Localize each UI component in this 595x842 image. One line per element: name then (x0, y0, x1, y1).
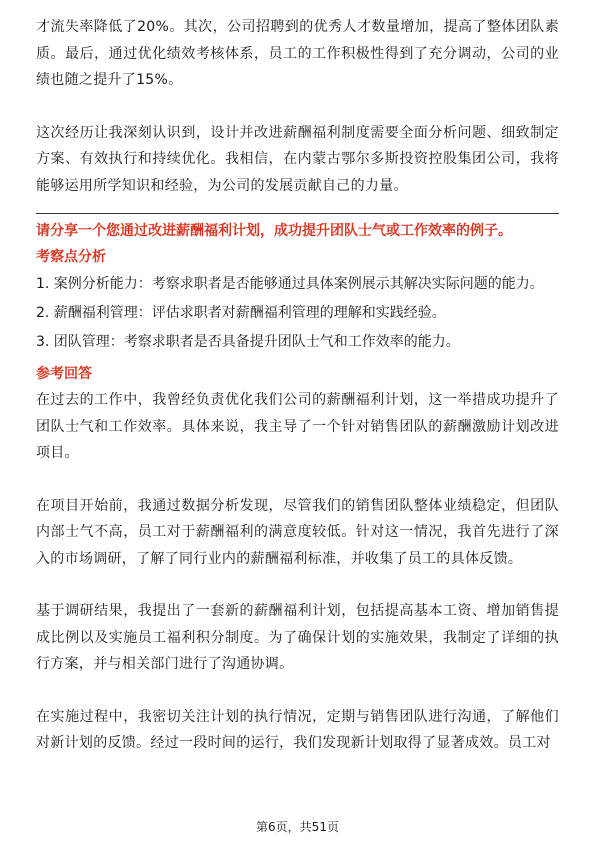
paragraph-gap (36, 678, 559, 704)
analysis-title: 考察点分析 (36, 249, 106, 265)
answer-paragraph-3: 基于调研结果，我提出了一套新的薪酬福利计划，包括提高基本工资、增加销售提成比例以及实施员工福利积分制度。为了确保计划的实施效果，我制定了详细的执行方案，并与相关部门进行了沟通协调。 (36, 603, 559, 672)
paragraph-gap (36, 94, 559, 120)
paragraph-gap (36, 467, 559, 493)
question-heading: 请分享一个您通过改进薪酬福利计划，成功提升团队士气或工作效率的例子。 (36, 223, 512, 239)
intro-paragraph-2: 这次经历让我深刻认识到，设计并改进薪酬福利制度需要全面分析问题、细致制定方案、有效执行和持续优化。我相信，在内蒙古鄂尔多斯投资控股集团公司，我将能够运用所学知识和经验，为公司的发展贡献自己的力量。 (36, 124, 559, 194)
paragraph-gap (36, 572, 559, 598)
answer-paragraph-4: 在实施过程中，我密切关注计划的执行情况，定期与销售团队进行沟通，了解他们对新计划的反馈。经过一段时间的运行，我们发现新计划取得了显著成效。员工对 (36, 708, 559, 751)
section-divider (36, 213, 559, 214)
intro-paragraph-1: 才流失率降低了20%。其次，公司招聘到的优秀人才数量增加，提高了整体团队素质。最后，通过优化绩效考核体系，员工的工作积极性得到了充分调动，公司的业绩也随之提升了15%。 (36, 19, 559, 88)
answer-paragraph-1: 在过去的工作中，我曾经负责优化我们公司的薪酬福利计划，这一举措成功提升了团队士气和工作效率。具体来说，我主导了一个针对销售团队的薪酬激励计划改进项目。 (36, 392, 559, 461)
document-page (36, 14, 559, 757)
answer-paragraph-2: 在项目开始前，我通过数据分析发现，尽管我们的销售团队整体业绩稳定，但团队内部士气不高，员工对于薪酬福利的满意度较低。针对这一情况，我首先进行了深入的市场调研，了解了同行业内的薪酬福利标准，并收集了员工的具体反馈。 (36, 497, 559, 567)
page-number-footer: 第6页，共51页 (256, 820, 339, 834)
analysis-item-2: 2. 薪酬福利管理：评估求职者对薪酬福利管理的理解和实践经验。 (36, 305, 446, 321)
analysis-item-3: 3. 团队管理：考察求职者是否具备提升团队士气和工作效率的能力。 (36, 334, 460, 350)
answer-title: 参考回答 (36, 366, 92, 382)
analysis-item-1: 1. 案例分析能力：考察求职者是否能够通过具体案例展示其解决实际问题的能力。 (36, 276, 544, 292)
